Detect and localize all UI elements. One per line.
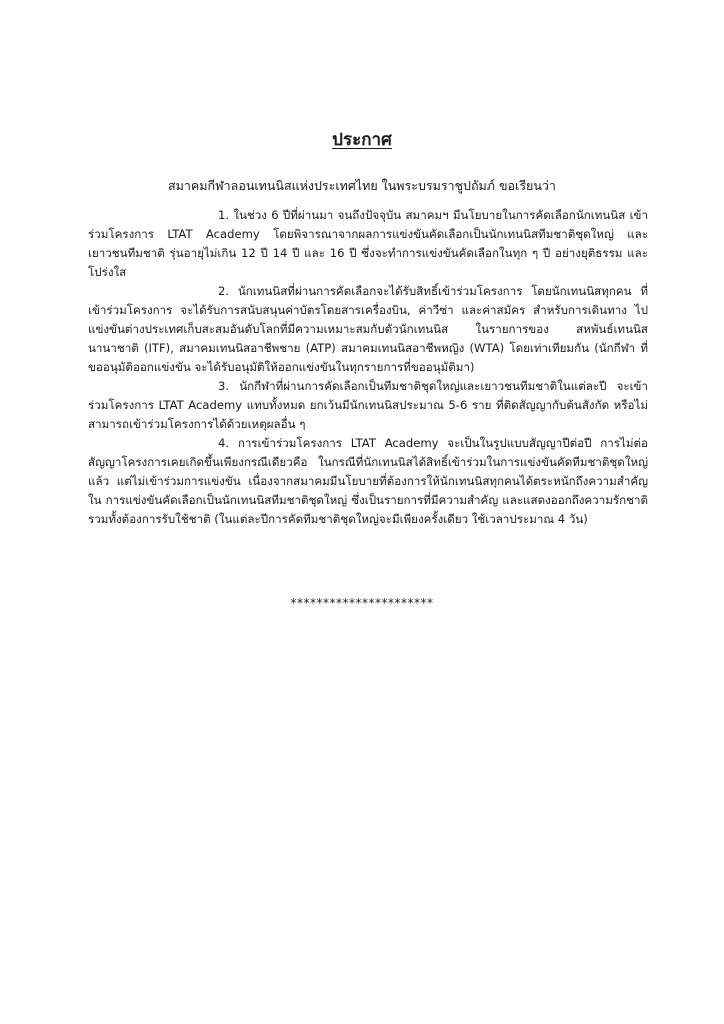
intro-line: สมาคมกีฬาลอนเทนนิสแห่งประเทศไทย ในพระบรมราชูปถัมภ์ ขอเรียนว่า [168,178,556,193]
paragraph-1: 1. ในช่วง 6 ปีที่ผ่านมา จนถึงปัจจุบัน สมาคมฯ มีนโยบายในการคัดเลือกนักเทนนิส เข้าร่วมโครงการ LTAT Academy โดยพิจารณาจากผลการแข่งขันคัดเลือกเป็นนักเทนนิสทีมชาติชุดใหญ่ และเยาวชนทีมชาติ รุ่นอายุไม่เกิน 12 ปี 14 ปี และ 16 ปี ซึ่งจะทำการแข่งขันคัดเลือกในทุก ๆ ปี อย่างยุติธรรม และโปร่งใส [88,208,648,279]
paragraph-2: 2. นักเทนนิสที่ผ่านการคัดเลือกจะได้รับสิทธิ์เข้าร่วมโครงการ โดยนักเทนนิสทุกคน ที่เข้าร่วมโครงการ จะได้รับการสนับสนุนค่าบัตรโดยสารเครื่องบิน, ค่าวีซ่า และค่าสมัคร สำหรับการเดินทาง ไปแข่งขันต่างประเทศเก็บสะสมอันดับโลกที่มีความเหมาะสมกับตัวนักเทนนิส ในรายการของ สหพันธ์เทนนิส นานาชาติ (ITF), สมาคมเทนนิสอาชีพชาย (ATP) สมาคมเทนนิสอาชีพหญิง (WTA) โดยเท่าเทียมกัน (นักกีฬา ที่ขออนุมัติออกแข่งขัน จะได้รับอนุมัติให้ออกแข่งขันในทุกรายการที่ขออนุมัติมา) [88,284,648,374]
paragraph-4: 4. การเข้าร่วมโครงการ LTAT Academy จะเป็นในรูปแบบสัญญาปีต่อปี การไม่ต่อ สัญญาโครงการเคยเกิดขึ้นเพียงกรณีเดียวคือ ในกรณีที่นักเทนนิสได้สิทธิ์เข้าร่วมในการแข่งขันคัดทีมชาติชุดใหญ่ แล้ว แต่ไม่เข้าร่วมการแข่งขัน เนื่องจากสมาคมมีนโยบายที่ต้องการให้นักเทนนิสทุกคนได้ตระหนักถึงความสำคัญใน การแข่งขันคัดเลือกเป็นนักเทนนิสทีมชาติชุดใหญ่ ซึ่งเป็นรายการที่มีความสำคัญ และแสดงออกถึงความรักชาติ รวมทั้งต้องการรับใช้ชาติ (ในแต่ละปีการคัดทีมชาติชุดใหญ่จะมีเพียงครั้งเดียว ใช้เวลาประมาณ 4 วัน) [88,436,648,526]
separator-line: ********************** [290,596,434,610]
document-title: ประกาศ [332,130,392,150]
document-body [88,206,648,529]
paragraph-3: 3. นักกีฬาที่ผ่านการคัดเลือกเป็นทีมชาติชุดใหญ่และเยาวชนทีมชาติในแต่ละปี จะเข้า ร่วมโครงการ LTAT Academy แทบทั้งหมด ยกเว้นมีนักเทนนิสประมาณ 5-6 ราย ที่ติดสัญญากับต้นสังกัด หรือไม่สามารถเข้าร่วมโครงการได้ด้วยเหตุผลอื่น ๆ [88,379,648,431]
